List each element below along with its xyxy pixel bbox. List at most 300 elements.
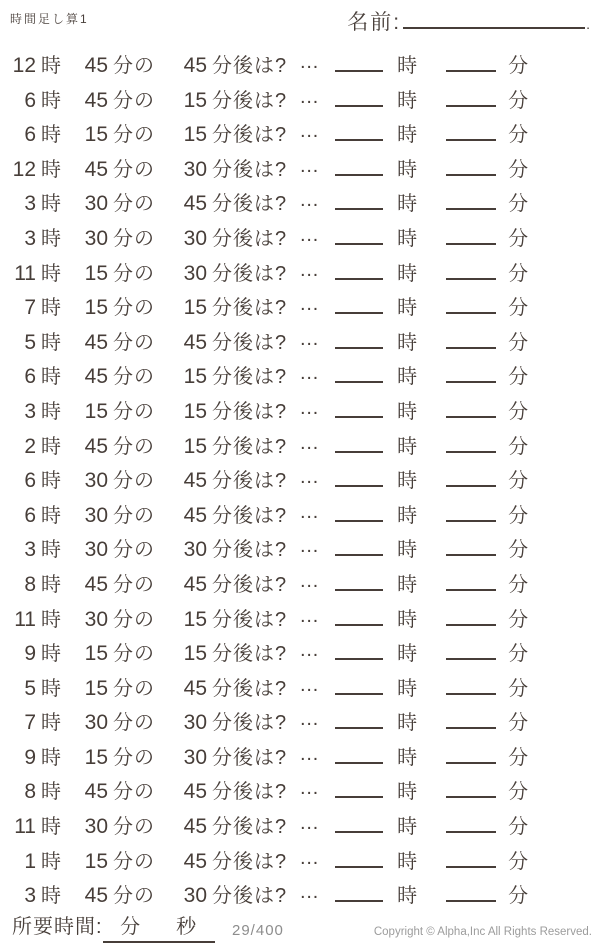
answer-minute-blank: [446, 243, 496, 245]
answer-minute-unit-label: 分: [508, 193, 530, 216]
answer-minute-unit-label: 分: [508, 504, 530, 527]
answer-hour-blank: [335, 520, 383, 522]
answer-hour-unit-label: 時: [397, 331, 419, 354]
answer-hour-unit-label: 時: [397, 781, 419, 804]
answer-minute-blank: [446, 762, 496, 764]
problem-row: [6, 770, 600, 805]
after-question-label: 分後は?: [212, 712, 288, 735]
problem-row: [6, 805, 600, 840]
problem-row: [6, 598, 600, 633]
ellipsis: …: [299, 535, 320, 558]
answer-minute-unit-label: 分: [508, 435, 530, 458]
problem-row: [6, 252, 600, 287]
hour-unit-label: 時: [41, 400, 62, 423]
answer-hour-blank: [335, 208, 383, 210]
problem-minute: 30: [84, 192, 108, 216]
answer-minute-blank: [446, 381, 496, 383]
problem-minute: 30: [84, 607, 108, 631]
minute-of-label: 分の: [113, 55, 155, 77]
ellipsis: …: [299, 604, 320, 627]
answer-minute-blank: [446, 589, 496, 591]
answer-hour-unit-label: 時: [397, 193, 419, 216]
problem-hour: 6: [24, 469, 36, 493]
answer-minute-blank: [446, 105, 496, 107]
problem-row: [6, 217, 600, 252]
name-label: 名前:: [347, 11, 402, 34]
after-question-label: 分後は?: [212, 643, 288, 666]
minute-of-label: 分の: [113, 643, 155, 666]
after-question-label: 分後は?: [212, 89, 288, 112]
after-question-label: 分後は?: [212, 573, 288, 596]
answer-hour-unit-label: 時: [397, 746, 419, 769]
answer-minute-blank: [446, 451, 496, 453]
problem-row: [6, 736, 600, 771]
answer-hour-unit-label: 時: [397, 262, 419, 285]
answer-minute-unit-label: 分: [508, 470, 530, 493]
minute-of-label: 分の: [113, 331, 155, 354]
after-question-label: 分後は?: [212, 539, 288, 562]
problem-hour: 5: [24, 676, 36, 700]
minute-of-label: 分の: [113, 227, 155, 250]
answer-hour-unit-label: 時: [397, 435, 419, 458]
answer-minute-blank: [446, 520, 496, 522]
problem-delta-minutes: 15: [183, 296, 207, 320]
answer-hour-blank: [335, 866, 383, 868]
problem-delta-minutes: 15: [183, 607, 207, 631]
minute-of-label: 分の: [113, 470, 155, 493]
answer-minute-unit-label: 分: [508, 643, 530, 666]
answer-hour-blank: [335, 485, 383, 487]
ellipsis: …: [299, 396, 320, 419]
answer-minute-blank: [446, 693, 496, 695]
answer-minute-unit-label: 分: [508, 331, 530, 354]
elapsed-time-field: [12, 910, 215, 943]
minute-of-label: 分の: [113, 124, 155, 147]
answer-minute-unit-label: 分: [508, 158, 530, 181]
answer-minute-unit-label: 分: [508, 816, 530, 839]
answer-minute-blank: [446, 347, 496, 349]
problem-hour: 3: [24, 538, 36, 562]
hour-unit-label: 時: [41, 89, 62, 112]
copyright-notice: Copyright © Alpha,Inc All Rights Reserved.: [373, 926, 592, 938]
problem-minute: 30: [84, 469, 108, 493]
problem-hour: 6: [24, 123, 36, 147]
after-question-label: 分後は?: [212, 227, 288, 250]
after-question-label: 分後は?: [212, 193, 288, 216]
problem-delta-minutes: 30: [183, 538, 207, 562]
after-question-label: 分後は?: [212, 297, 288, 320]
problem-minute: 30: [84, 711, 108, 735]
ellipsis: …: [299, 500, 320, 523]
worksheet-title: 時間足し算1: [10, 12, 89, 26]
hour-unit-label: 時: [41, 504, 62, 527]
hour-unit-label: 時: [41, 227, 62, 250]
answer-hour-blank: [335, 381, 383, 383]
after-question-label: 分後は?: [212, 504, 288, 527]
after-question-label: 分後は?: [212, 816, 288, 839]
problem-minute: 15: [84, 399, 108, 423]
problem-row: [6, 701, 600, 736]
answer-minute-blank: [446, 554, 496, 556]
problem-row: [6, 667, 600, 702]
problem-hour: 1: [24, 849, 36, 873]
problem-hour: 2: [24, 434, 36, 458]
answer-minute-unit-label: 分: [508, 539, 530, 562]
problem-delta-minutes: 15: [183, 123, 207, 147]
after-question-label: 分後は?: [212, 400, 288, 423]
minute-of-label: 分の: [113, 539, 155, 562]
problem-delta-minutes: 45: [183, 780, 207, 804]
problem-delta-minutes: 30: [183, 261, 207, 285]
answer-minute-unit-label: 分: [508, 712, 530, 735]
problem-hour: 3: [24, 399, 36, 423]
answer-minute-unit-label: 分: [508, 262, 530, 285]
problem-row: [6, 494, 600, 529]
ellipsis: …: [299, 812, 320, 835]
ellipsis: …: [299, 362, 320, 385]
problem-delta-minutes: 30: [183, 884, 207, 908]
ellipsis: …: [299, 466, 320, 489]
ellipsis: …: [299, 846, 320, 869]
minute-of-label: 分の: [113, 435, 155, 458]
answer-hour-blank: [335, 900, 383, 902]
problem-hour: 12: [12, 157, 36, 181]
answer-hour-unit-label: 時: [397, 573, 419, 596]
answer-hour-blank: [335, 347, 383, 349]
after-question-label: 分後は?: [212, 677, 288, 700]
answer-hour-blank: [335, 624, 383, 626]
problem-minute: 15: [84, 296, 108, 320]
answer-minute-blank: [446, 866, 496, 868]
answer-hour-unit-label: 時: [397, 712, 419, 735]
minute-of-label: 分の: [113, 781, 155, 804]
problem-delta-minutes: 45: [183, 849, 207, 873]
minute-of-label: 分の: [113, 573, 155, 596]
answer-hour-blank: [335, 416, 383, 418]
problem-row: [6, 528, 600, 563]
answer-hour-blank: [335, 312, 383, 314]
problem-hour: 11: [14, 261, 36, 285]
problem-delta-minutes: 15: [183, 399, 207, 423]
name-trailing-period: .: [586, 16, 592, 32]
ellipsis: …: [299, 293, 320, 316]
answer-hour-unit-label: 時: [397, 55, 419, 77]
minute-of-label: 分の: [113, 850, 155, 873]
answer-hour-blank: [335, 796, 383, 798]
minute-of-label: 分の: [113, 677, 155, 700]
minute-of-label: 分の: [113, 608, 155, 631]
answer-minute-blank: [446, 658, 496, 660]
hour-unit-label: 時: [41, 297, 62, 320]
answer-hour-unit-label: 時: [397, 400, 419, 423]
problem-minute: 45: [84, 330, 108, 354]
minute-of-label: 分の: [113, 746, 155, 769]
problem-delta-minutes: 15: [183, 642, 207, 666]
problem-row: [6, 182, 600, 217]
minute-of-label: 分の: [113, 262, 155, 285]
ellipsis: …: [299, 673, 320, 696]
problem-delta-minutes: 45: [183, 192, 207, 216]
answer-minute-unit-label: 分: [508, 89, 530, 112]
problem-row: [6, 44, 600, 79]
answer-minute-unit-label: 分: [508, 227, 530, 250]
answer-minute-unit-label: 分: [508, 55, 530, 77]
after-question-label: 分後は?: [212, 262, 288, 285]
hour-unit-label: 時: [41, 781, 62, 804]
after-question-label: 分後は?: [212, 470, 288, 493]
answer-minute-unit-label: 分: [508, 608, 530, 631]
answer-hour-blank: [335, 693, 383, 695]
hour-unit-label: 時: [41, 539, 62, 562]
problem-minute: 45: [84, 780, 108, 804]
minute-of-label: 分の: [113, 712, 155, 735]
answer-minute-blank: [446, 139, 496, 141]
answer-minute-unit-label: 分: [508, 677, 530, 700]
problem-hour: 6: [24, 365, 36, 389]
problem-minute: 45: [84, 365, 108, 389]
problem-delta-minutes: 15: [183, 434, 207, 458]
elapsed-minute-unit-label: 分: [120, 916, 142, 938]
answer-minute-unit-label: 分: [508, 400, 530, 423]
answer-hour-unit-label: 時: [397, 608, 419, 631]
hour-unit-label: 時: [41, 262, 62, 285]
problem-delta-minutes: 45: [183, 469, 207, 493]
problem-delta-minutes: 45: [183, 572, 207, 596]
hour-unit-label: 時: [41, 158, 62, 181]
ellipsis: …: [299, 223, 320, 246]
answer-minute-blank: [446, 624, 496, 626]
minute-of-label: 分の: [113, 297, 155, 320]
ellipsis: …: [299, 120, 320, 143]
answer-hour-unit-label: 時: [397, 885, 419, 908]
problem-delta-minutes: 30: [183, 745, 207, 769]
answer-minute-unit-label: 分: [508, 746, 530, 769]
problem-minute: 15: [84, 123, 108, 147]
minute-of-label: 分の: [113, 816, 155, 839]
problem-delta-minutes: 15: [183, 88, 207, 112]
answer-hour-blank: [335, 658, 383, 660]
name-field: [347, 6, 592, 36]
ellipsis: …: [299, 708, 320, 731]
problem-delta-minutes: 30: [183, 226, 207, 250]
after-question-label: 分後は?: [212, 746, 288, 769]
answer-hour-blank: [335, 451, 383, 453]
minute-of-label: 分の: [113, 366, 155, 389]
problem-hour: 3: [24, 884, 36, 908]
answer-hour-unit-label: 時: [397, 643, 419, 666]
answer-minute-blank: [446, 900, 496, 902]
hour-unit-label: 時: [41, 885, 62, 908]
answer-minute-blank: [446, 312, 496, 314]
problem-row: [6, 632, 600, 667]
hour-unit-label: 時: [41, 193, 62, 216]
after-question-label: 分後は?: [212, 781, 288, 804]
problem-delta-minutes: 45: [183, 676, 207, 700]
answer-hour-blank: [335, 554, 383, 556]
problem-row: [6, 459, 600, 494]
ellipsis: …: [299, 154, 320, 177]
problem-hour: 8: [24, 572, 36, 596]
problem-delta-minutes: 45: [183, 330, 207, 354]
problem-row: [6, 390, 600, 425]
answer-minute-blank: [446, 416, 496, 418]
answer-hour-unit-label: 時: [397, 124, 419, 147]
problem-row: [6, 321, 600, 356]
problem-minute: 15: [84, 261, 108, 285]
problem-row: [6, 874, 600, 909]
problem-hour: 11: [14, 607, 36, 631]
problem-list: [6, 44, 600, 909]
ellipsis: …: [299, 258, 320, 281]
answer-hour-blank: [335, 105, 383, 107]
elapsed-time-blank-line: [103, 910, 215, 943]
answer-minute-blank: [446, 485, 496, 487]
problem-hour: 8: [24, 780, 36, 804]
answer-hour-blank: [335, 727, 383, 729]
problem-row: [6, 425, 600, 460]
problem-minute: 45: [84, 54, 108, 77]
problem-row: [6, 355, 600, 390]
answer-hour-blank: [335, 278, 383, 280]
hour-unit-label: 時: [41, 850, 62, 873]
minute-of-label: 分の: [113, 400, 155, 423]
problem-delta-minutes: 45: [183, 503, 207, 527]
answer-hour-blank: [335, 589, 383, 591]
answer-hour-unit-label: 時: [397, 297, 419, 320]
ellipsis: …: [299, 85, 320, 108]
hour-unit-label: 時: [41, 677, 62, 700]
answer-minute-blank: [446, 727, 496, 729]
answer-minute-blank: [446, 796, 496, 798]
problem-minute: 45: [84, 157, 108, 181]
minute-of-label: 分の: [113, 885, 155, 908]
answer-hour-unit-label: 時: [397, 539, 419, 562]
after-question-label: 分後は?: [212, 366, 288, 389]
problem-minute: 45: [84, 572, 108, 596]
hour-unit-label: 時: [41, 746, 62, 769]
answer-hour-unit-label: 時: [397, 504, 419, 527]
ellipsis: …: [299, 189, 320, 212]
hour-unit-label: 時: [41, 435, 62, 458]
after-question-label: 分後は?: [212, 850, 288, 873]
answer-hour-unit-label: 時: [397, 677, 419, 700]
hour-unit-label: 時: [41, 366, 62, 389]
problem-row: [6, 563, 600, 598]
hour-unit-label: 時: [41, 124, 62, 147]
answer-minute-blank: [446, 831, 496, 833]
problem-minute: 30: [84, 226, 108, 250]
minute-of-label: 分の: [113, 504, 155, 527]
ellipsis: …: [299, 742, 320, 765]
after-question-label: 分後は?: [212, 55, 288, 77]
after-question-label: 分後は?: [212, 435, 288, 458]
problem-delta-minutes: 30: [183, 157, 207, 181]
hour-unit-label: 時: [41, 55, 62, 77]
problem-row: [6, 286, 600, 321]
answer-hour-blank: [335, 243, 383, 245]
problem-minute: 45: [84, 884, 108, 908]
problem-hour: 9: [24, 745, 36, 769]
problem-delta-minutes: 15: [183, 365, 207, 389]
problem-delta-minutes: 45: [183, 815, 207, 839]
elapsed-time-label: 所要時間:: [12, 916, 103, 938]
answer-minute-blank: [446, 174, 496, 176]
answer-hour-blank: [335, 70, 383, 72]
problem-row: [6, 79, 600, 114]
hour-unit-label: 時: [41, 816, 62, 839]
problem-minute: 30: [84, 503, 108, 527]
ellipsis: …: [299, 881, 320, 904]
answer-hour-unit-label: 時: [397, 816, 419, 839]
problem-row: [6, 840, 600, 875]
answer-minute-unit-label: 分: [508, 366, 530, 389]
after-question-label: 分後は?: [212, 608, 288, 631]
answer-hour-blank: [335, 762, 383, 764]
answer-hour-unit-label: 時: [397, 470, 419, 493]
after-question-label: 分後は?: [212, 158, 288, 181]
problem-row: [6, 148, 600, 183]
problem-hour: 9: [24, 642, 36, 666]
ellipsis: …: [299, 51, 320, 73]
answer-hour-unit-label: 時: [397, 227, 419, 250]
answer-minute-unit-label: 分: [508, 885, 530, 908]
answer-minute-unit-label: 分: [508, 573, 530, 596]
problem-row: [6, 113, 600, 148]
problem-minute: 15: [84, 849, 108, 873]
elapsed-second-unit-label: 秒: [176, 916, 198, 938]
answer-minute-unit-label: 分: [508, 297, 530, 320]
problem-minute: 15: [84, 676, 108, 700]
answer-minute-blank: [446, 208, 496, 210]
problem-minute: 15: [84, 642, 108, 666]
problem-minute: 30: [84, 538, 108, 562]
ellipsis: …: [299, 777, 320, 800]
problem-hour: 7: [24, 711, 36, 735]
answer-hour-blank: [335, 831, 383, 833]
problem-minute: 45: [84, 88, 108, 112]
problem-hour: 5: [24, 330, 36, 354]
answer-minute-unit-label: 分: [508, 124, 530, 147]
minute-of-label: 分の: [113, 158, 155, 181]
answer-hour-unit-label: 時: [397, 158, 419, 181]
problem-hour: 6: [24, 503, 36, 527]
problem-hour: 3: [24, 226, 36, 250]
answer-hour-blank: [335, 174, 383, 176]
hour-unit-label: 時: [41, 331, 62, 354]
answer-hour-unit-label: 時: [397, 850, 419, 873]
problem-hour: 12: [12, 54, 36, 77]
hour-unit-label: 時: [41, 712, 62, 735]
problem-hour: 7: [24, 296, 36, 320]
answer-minute-unit-label: 分: [508, 781, 530, 804]
problem-delta-minutes: 45: [183, 54, 207, 77]
problem-delta-minutes: 30: [183, 711, 207, 735]
problem-minute: 45: [84, 434, 108, 458]
problem-hour: 3: [24, 192, 36, 216]
name-blank-line: [403, 27, 585, 29]
ellipsis: …: [299, 639, 320, 662]
minute-of-label: 分の: [113, 89, 155, 112]
answer-hour-unit-label: 時: [397, 366, 419, 389]
answer-minute-blank: [446, 278, 496, 280]
after-question-label: 分後は?: [212, 331, 288, 354]
after-question-label: 分後は?: [212, 124, 288, 147]
problem-minute: 15: [84, 745, 108, 769]
ellipsis: …: [299, 569, 320, 592]
problem-hour: 6: [24, 88, 36, 112]
answer-hour-unit-label: 時: [397, 89, 419, 112]
hour-unit-label: 時: [41, 470, 62, 493]
